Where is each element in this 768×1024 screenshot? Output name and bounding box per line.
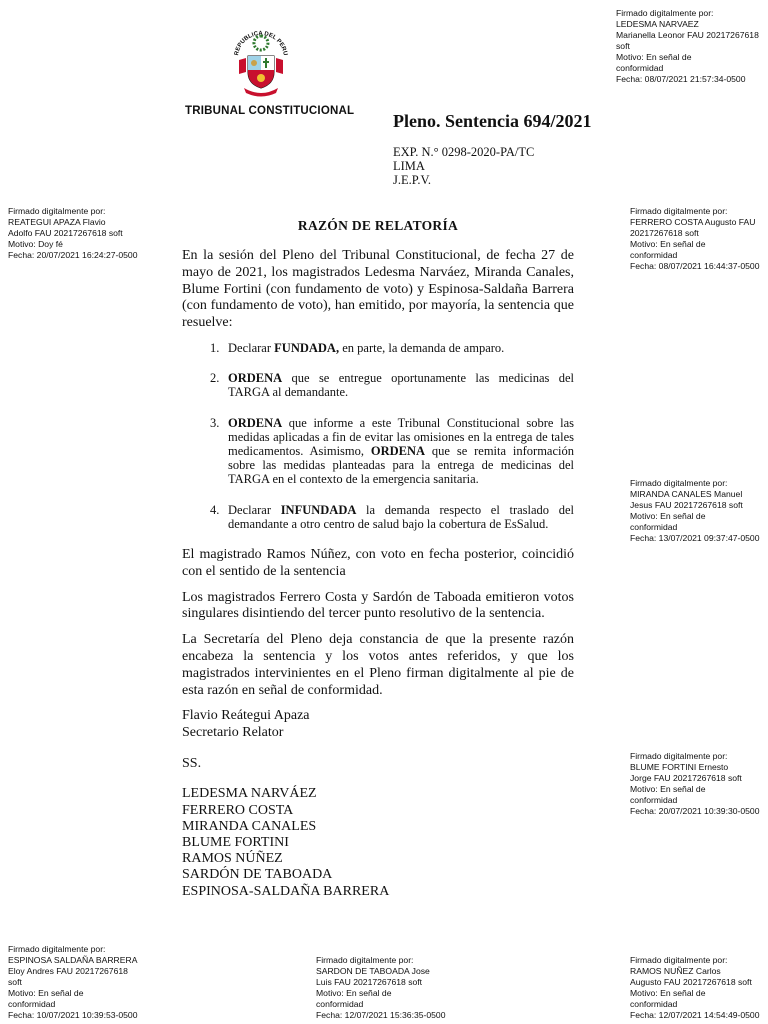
list-item: 3. ORDENA que informe a este Tribunal Constitucional sobre las medidas aplicadas a fin de evitar las omisiones en la entrega de tales medicamentos. Asimismo, ORDENA que se remita información sobre las medidas planteadas para la entrega de medicinas del TARGA en el contexto de la emergencia sanitaria. <box>210 415 574 487</box>
case-number: EXP. N.° 0298-2020-PA/TC <box>393 145 535 159</box>
dissent-paragraph: Los magistrados Ferrero Costa y Sardón de Taboada emitieron votos singulares disintiendo del tercer punto resolutivo de la sentencia. <box>182 589 574 622</box>
signature-ledesma: Firmado digitalmente por: LEDESMA NARVAEZ Marianella Leonor FAU 20217267618 soft Motivo: En señal de conformidad Fecha: 08/07/2021 21:57:34-0500 <box>616 8 759 84</box>
ramos-paragraph: El magistrado Ramos Núñez, con voto en fecha posterior, coincidió con el sentido de la sentencia <box>182 547 574 579</box>
case-city: LIMA <box>393 159 425 173</box>
signature-sardon: Firmado digitalmente por: SARDON DE TABOADA Jose Luis FAU 20217267618 soft Motivo: En señal de conformidad Fecha: 12/07/2021 15:36:35-0500 <box>316 955 446 1020</box>
magistrate-name: FERRERO COSTA <box>182 802 294 818</box>
magistrate-name: SARDÓN DE TABOADA <box>182 867 333 883</box>
list-item: 2. ORDENA que se entregue oportunamente las medicinas del TARGA al demandante. <box>210 371 574 400</box>
seal-text: REPUBLICA DEL PERU <box>234 30 288 57</box>
list-item: 4. Declarar INFUNDADA la demanda respecto el traslado del demandante a otro centro de salud bajo la cobertura de EsSalud. <box>210 502 574 531</box>
case-reference <box>393 145 534 187</box>
magistrate-name: BLUME FORTINI <box>182 834 289 850</box>
secretary-signature <box>182 708 574 741</box>
document-body <box>182 248 574 900</box>
signature-ramos: Firmado digitalmente por: RAMOS NUÑEZ Carlos Augusto FAU 20217267618 soft Motivo: En señal de conformidad Fecha: 12/07/2021 14:54:49-0500 <box>630 955 760 1020</box>
ss-label: SS. <box>182 755 202 771</box>
institution-name: TRIBUNAL CONSTITUCIONAL <box>185 105 355 117</box>
list-item: 1. Declarar FUNDADA, en parte, la demanda de amparo. <box>210 340 505 355</box>
secretary-name: Flavio Reátegui Apaza <box>182 708 310 724</box>
resolution-list <box>182 341 574 531</box>
case-initials: J.E.P.V. <box>393 173 431 187</box>
signature-blume: Firmado digitalmente por: BLUME FORTINI Ernesto Jorge FAU 20217267618 soft Motivo: En señal de conformidad Fecha: 20/07/2021 10:39:30-0500 <box>630 751 760 816</box>
magistrates-list <box>182 786 574 899</box>
magistrate-name: MIRANDA CANALES <box>182 818 317 834</box>
magistrate-name: LEDESMA NARVÁEZ <box>182 786 317 802</box>
magistrate-name: RAMOS NÚÑEZ <box>182 851 283 867</box>
signature-espinosa: Firmado digitalmente por: ESPINOSA SALDAÑA BARRERA Eloy Andres FAU 20217267618 soft Motivo: En señal de conformidad Fecha: 10/07/2021 10:39:53-0500 <box>8 944 138 1020</box>
document-heading: RAZÓN DE RELATORÍA <box>297 218 459 233</box>
peru-coat-of-arms-icon <box>230 28 292 98</box>
page-title: Pleno. Sentencia 694/2021 <box>393 111 592 131</box>
secretary-role: Secretario Relator <box>182 724 284 740</box>
intro-paragraph: En la sesión del Pleno del Tribunal Constitucional, de fecha 27 de mayo de 2021, los magistrados Ledesma Narváez, Miranda Canales, Blume Fortini (con fundamento de voto) y Espinosa-Saldaña Barrera (con fundamento de voto), han emitido, por mayoría, la sentencia que resuelve: <box>182 248 574 331</box>
signature-ferrero: Firmado digitalmente por: FERRERO COSTA Augusto FAU 20217267618 soft Motivo: En señal de conformidad Fecha: 08/07/2021 16:44:37-0500 <box>630 206 760 271</box>
signature-miranda: Firmado digitalmente por: MIRANDA CANALES Manuel Jesus FAU 20217267618 soft Motivo: En señal de conformidad Fecha: 13/07/2021 09:37:47-0500 <box>630 478 760 543</box>
svg-text:REPUBLICA DEL PERU <box>234 31 288 56</box>
signature-reategui: Firmado digitalmente por: REATEGUI APAZA Flavio Adolfo FAU 20217267618 soft Motivo: Doy fé Fecha: 20/07/2021 16:24:27-0500 <box>8 206 138 260</box>
certification-paragraph: La Secretaría del Pleno deja constancia de que la presente razón encabeza la sentencia y los votos antes referidos, y que los magistrados intervinientes en el Pleno firman digitalmente al pie de esta razón en señal de conformidad. <box>182 632 574 698</box>
magistrate-name: ESPINOSA-SALDAÑA BARRERA <box>182 883 390 899</box>
